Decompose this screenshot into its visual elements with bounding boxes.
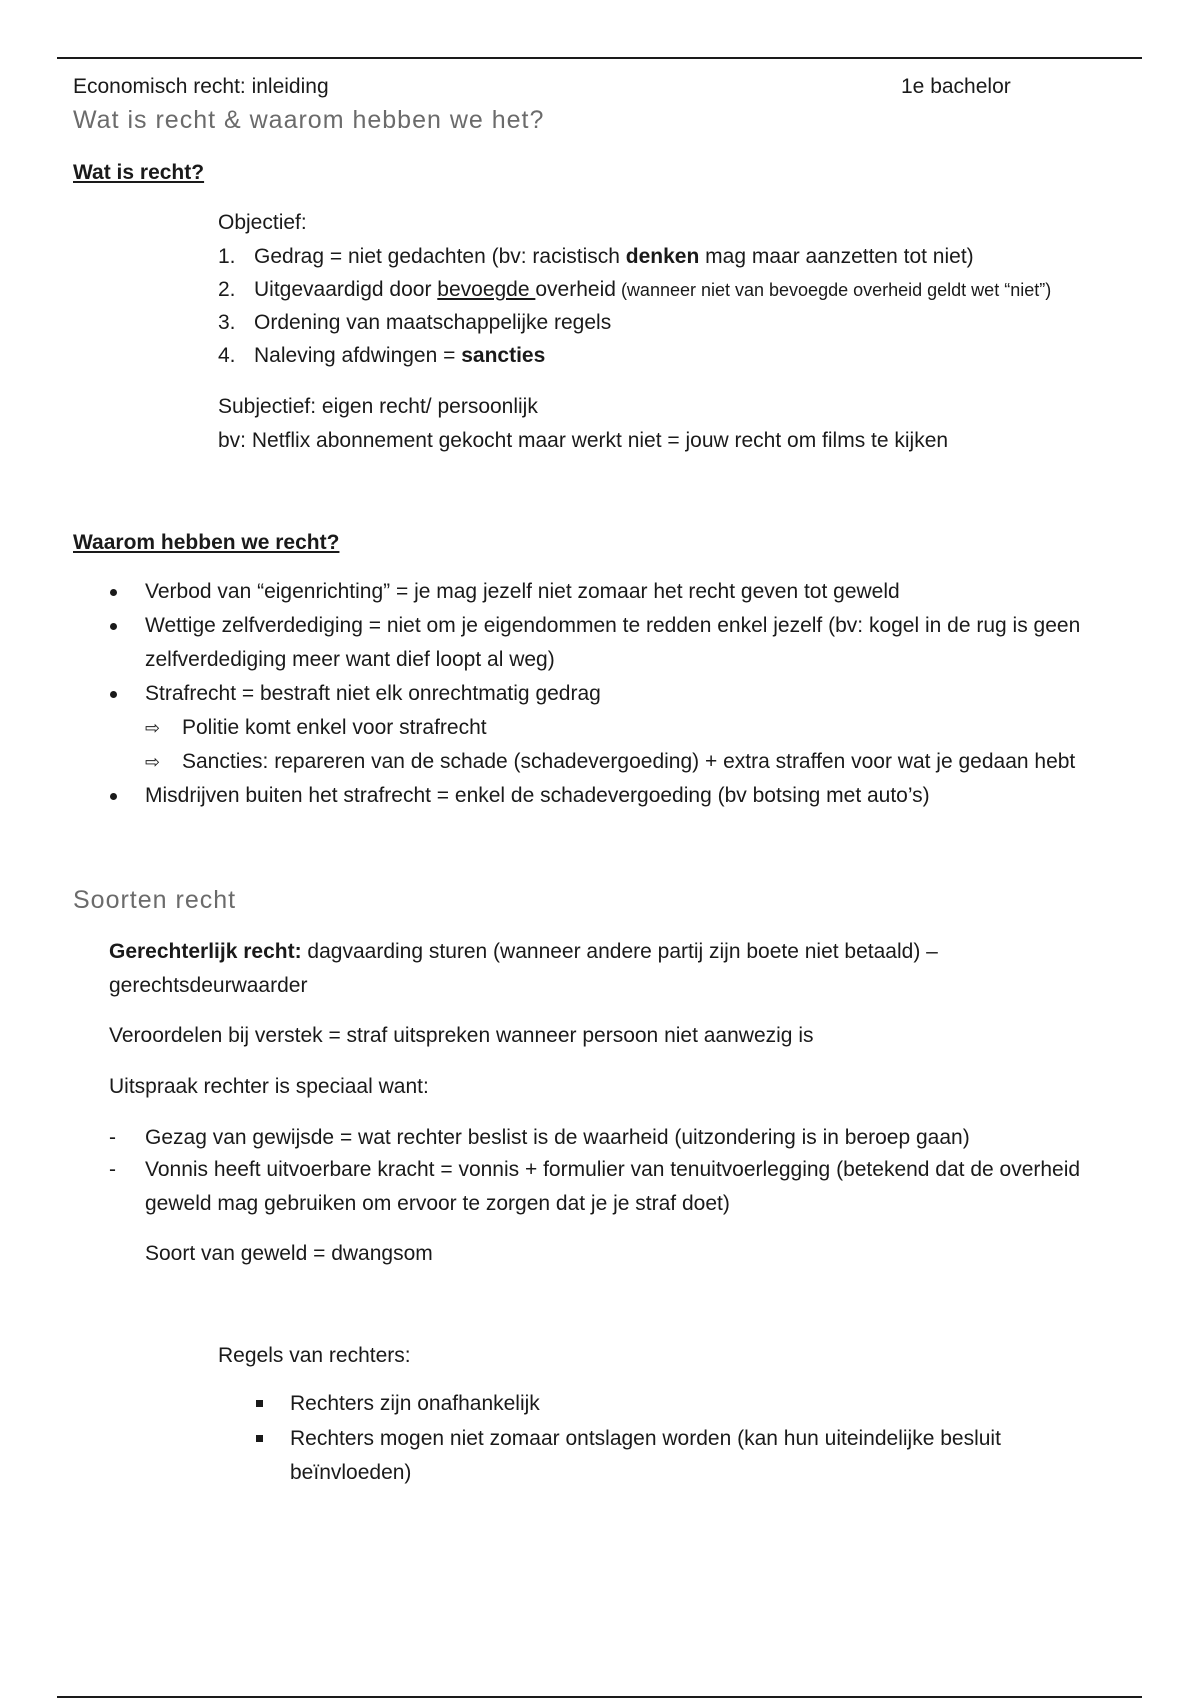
bullet-zelfverdediging: Wettige zelfverdediging = niet om je eigendommen te redden enkel jezelf (bv: kogel in de rug is geen: [145, 614, 1081, 637]
gerechtelijk-recht-cont: gerechtsdeurwaarder: [109, 974, 308, 997]
regel-ontslag: Rechters mogen niet zomaar ontslagen worden (kan hun uiteindelijke besluit: [290, 1427, 1001, 1450]
square-bullet: [256, 1400, 263, 1407]
uitspraak-text: Uitspraak rechter is speciaal want:: [109, 1075, 429, 1098]
bullet-misdrijven: Misdrijven buiten het strafrecht = enkel de schadevergoeding (bv botsing met auto’s): [145, 784, 930, 807]
bullet-dot: [110, 589, 117, 596]
course-title: Economisch recht: inleiding: [73, 75, 329, 98]
header-rule: [57, 57, 1142, 59]
regel-onafhankelijk: Rechters zijn onafhankelijk: [290, 1392, 540, 1415]
footer-rule: [57, 1696, 1142, 1698]
section-title-wat-is-recht: Wat is recht & waarom hebben we het?: [73, 106, 545, 134]
bullet-strafrecht: Strafrecht = bestraft niet elk onrechtmatig gedrag: [145, 682, 601, 705]
dash-item-gezag: Gezag van gewijsde = wat rechter beslist is de waarheid (uitzondering is in beroep gaan): [145, 1126, 970, 1149]
arrow-icon: ⇨: [145, 752, 161, 772]
year-label: 1e bachelor: [901, 75, 1011, 98]
list-number: 2.: [218, 278, 236, 301]
dash-marker: -: [109, 1126, 116, 1149]
list-number: 3.: [218, 311, 236, 334]
dash-marker: -: [109, 1158, 116, 1181]
list-number: 1.: [218, 245, 236, 268]
bullet-zelfverdediging-cont: zelfverdediging meer want dief loopt al weg): [145, 648, 555, 671]
arrow-icon: ⇨: [145, 718, 161, 738]
sub-bullet-sancties: Sancties: repareren van de schade (schadevergoeding) + extra straffen voor wat je gedaan hebt: [182, 750, 1076, 773]
dash-item-vonnis-cont: geweld mag gebruiken om ervoor te zorgen dat je je straf doet): [145, 1192, 730, 1215]
subjective-text: Subjectief: eigen recht/ persoonlijk: [218, 395, 538, 418]
list-item-uitgevaardigd: Uitgevaardigd door bevoegde overheid (wanneer niet van bevoegde overheid geldt wet “niet”): [254, 278, 1052, 301]
bullet-dot: [110, 623, 117, 630]
section-title-soorten-recht: Soorten recht: [73, 886, 237, 914]
regel-ontslag-cont: beïnvloeden): [290, 1461, 412, 1484]
square-bullet: [256, 1435, 263, 1442]
subheading-waarom-recht: Waarom hebben we recht?: [73, 531, 340, 554]
gerechtelijk-recht: Gerechterlijk recht: dagvaarding sturen (wanneer andere partij zijn boete niet betaald) –: [109, 940, 938, 963]
bullet-dot: [110, 691, 117, 698]
objective-label: Objectief:: [218, 211, 307, 234]
list-item-gedrag: Gedrag = niet gedachten (bv: racistisch denken mag maar aanzetten tot niet): [254, 245, 974, 268]
list-number: 4.: [218, 344, 236, 367]
list-item-naleving: Naleving afdwingen = sancties: [254, 344, 546, 367]
regels-label: Regels van rechters:: [218, 1344, 411, 1367]
netflix-example: bv: Netflix abonnement gekocht maar werkt niet = jouw recht om films te kijken: [218, 429, 949, 452]
dwangsom-text: Soort van geweld = dwangsom: [145, 1242, 433, 1265]
bullet-eigenrichting: Verbod van “eigenrichting” = je mag jezelf niet zomaar het recht geven tot geweld: [145, 580, 900, 603]
bullet-dot: [110, 793, 117, 800]
verstek-text: Veroordelen bij verstek = straf uitspreken wanneer persoon niet aanwezig is: [109, 1024, 814, 1047]
sub-bullet-politie: Politie komt enkel voor strafrecht: [182, 716, 487, 739]
list-item-ordening: Ordening van maatschappelijke regels: [254, 311, 612, 334]
dash-item-vonnis: Vonnis heeft uitvoerbare kracht = vonnis + formulier van tenuitvoerlegging (betekend dat de overheid: [145, 1158, 1081, 1181]
subheading-wat-is-recht: Wat is recht?: [73, 161, 205, 184]
